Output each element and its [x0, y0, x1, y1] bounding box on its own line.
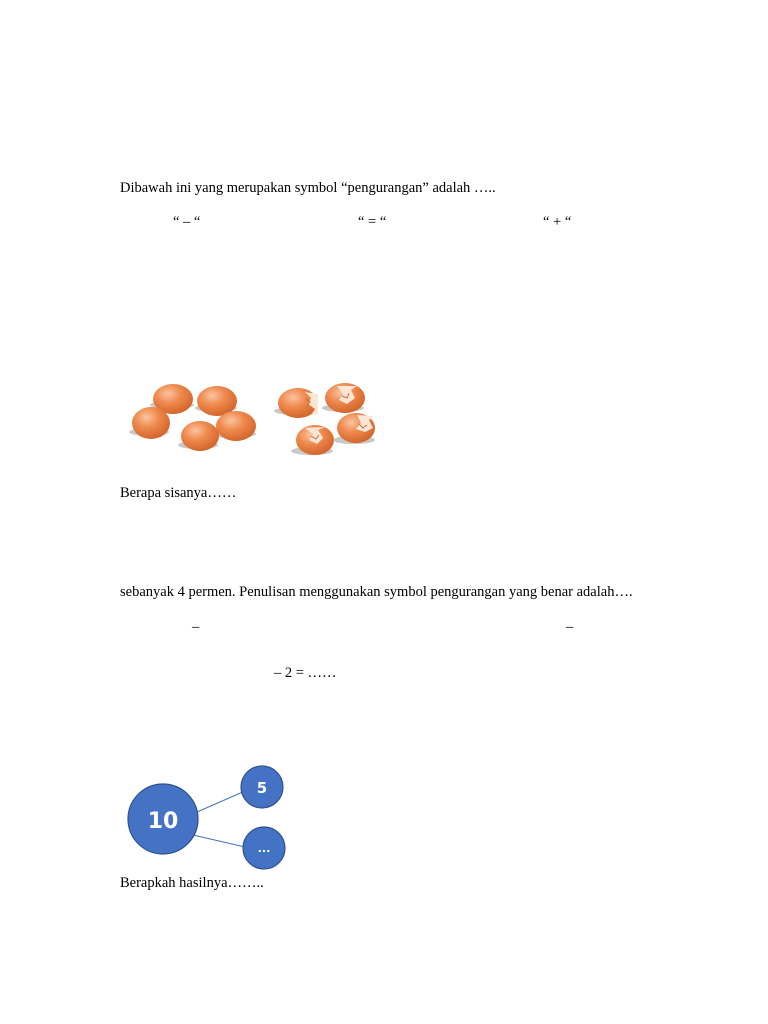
- whole-egg: [129, 407, 170, 439]
- cracked-egg: [274, 388, 318, 418]
- q3-question: sebanyak 4 permen. Penulisan menggunakan symbol pengurangan yang benar adalah….: [120, 584, 633, 600]
- whole-egg: [178, 421, 219, 451]
- q1-option-minus[interactable]: “ – “: [173, 214, 201, 230]
- bond-line-bottom: [193, 835, 245, 847]
- cracked-egg: [291, 425, 334, 455]
- q3-equation: – 2 = ……: [274, 665, 337, 681]
- q3-option-left[interactable]: –: [192, 619, 200, 635]
- cracked-eggs-group: [274, 383, 375, 455]
- part-unknown-label: ...: [257, 842, 271, 855]
- q3-option-right[interactable]: –: [566, 619, 574, 635]
- q1-question: Dibawah ini yang merupakan symbol “pengurangan” adalah …..: [120, 180, 496, 196]
- cracked-egg: [333, 413, 375, 444]
- whole-label: 10: [147, 809, 179, 834]
- q1-option-equals[interactable]: “ = “: [358, 214, 387, 230]
- q1-option-plus[interactable]: “ + “: [543, 214, 572, 230]
- whole-eggs-group: [129, 384, 256, 451]
- cracked-egg: [322, 383, 365, 413]
- part-known-label: 5: [256, 779, 268, 797]
- eggs-illustration: [125, 378, 385, 460]
- whole-egg: [195, 386, 237, 416]
- q4-question: Berapkah hasilnya……..: [120, 875, 264, 891]
- bond-line-top: [197, 791, 245, 812]
- q2-question: Berapa sisanya……: [120, 485, 237, 501]
- number-bond-diagram: [125, 764, 295, 874]
